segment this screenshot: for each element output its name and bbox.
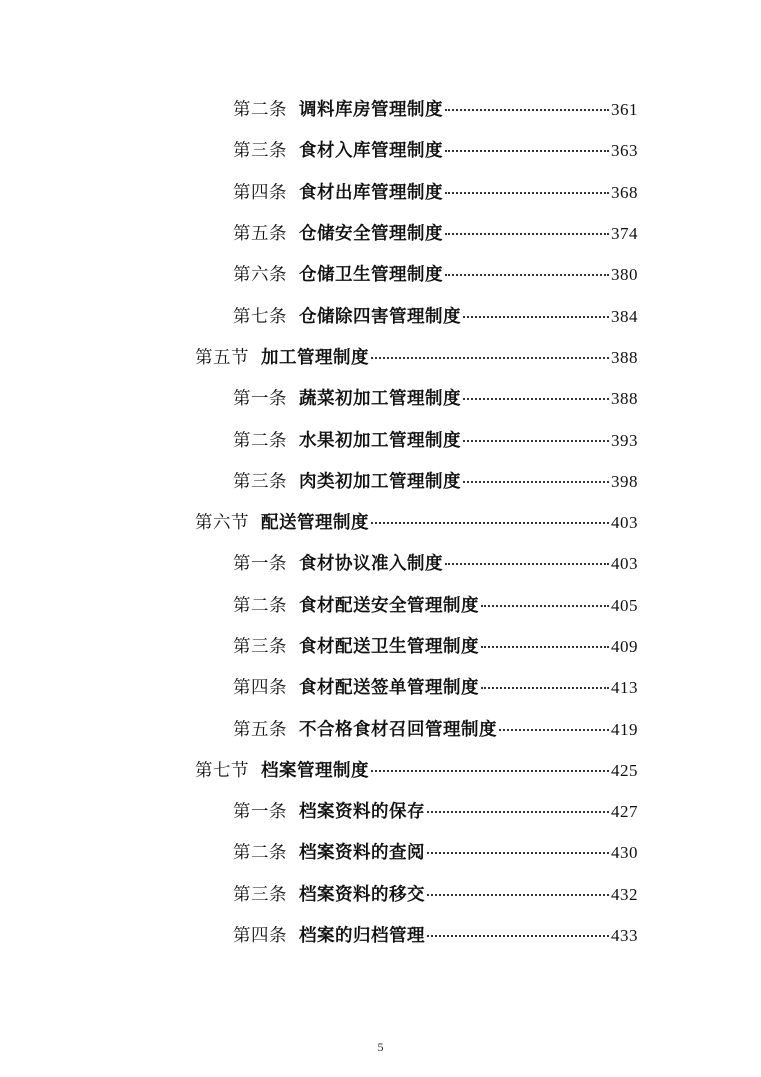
toc-article-entry[interactable]	[0, 666, 761, 707]
toc-entry-line	[233, 798, 638, 823]
toc-entry-line	[233, 550, 638, 575]
toc-article-entry[interactable]	[0, 790, 761, 831]
toc-article-entry[interactable]	[0, 707, 761, 748]
toc-article-entry[interactable]	[0, 253, 761, 294]
toc-entry-line	[233, 592, 638, 617]
toc-article-entry[interactable]	[0, 460, 761, 501]
toc-section-entry[interactable]	[0, 749, 761, 790]
dot-leader	[445, 150, 609, 152]
toc-entry-number: 第三条	[233, 884, 287, 905]
toc-entry-title: 食材配送安全管理制度	[299, 595, 479, 616]
dot-leader	[463, 316, 609, 318]
toc-article-entry[interactable]	[0, 171, 761, 212]
toc-entry-title: 配送管理制度	[261, 513, 369, 534]
toc-entry-number: 第四条	[233, 182, 287, 203]
toc-entry-number: 第三条	[233, 141, 287, 162]
toc-entry-page: 409	[611, 637, 638, 656]
toc-entry-title: 仓储安全管理制度	[299, 224, 443, 245]
toc-entry-line	[233, 303, 638, 328]
toc-entry-number: 第一条	[233, 554, 287, 575]
toc-entry-number: 第六条	[233, 265, 287, 286]
toc-entry-line	[233, 633, 638, 658]
toc-entry-number: 第二条	[233, 843, 287, 864]
toc-entry-page: 361	[611, 100, 638, 120]
dot-leader	[481, 646, 609, 648]
toc-entry-number: 第五条	[233, 224, 287, 245]
toc-entry-line	[233, 179, 638, 204]
toc-entry-page: 403	[611, 554, 638, 574]
toc-entry-number: 第一条	[233, 802, 287, 823]
toc-entry-line	[233, 137, 638, 162]
dot-leader	[481, 687, 609, 689]
toc-entry-page: 433	[611, 926, 638, 946]
toc-entry-line	[195, 344, 638, 369]
toc-entry-line	[233, 674, 638, 699]
dot-leader	[427, 811, 609, 813]
toc-entry-page: 384	[611, 306, 638, 326]
table-of-contents	[0, 88, 761, 955]
toc-entry-page: 380	[611, 265, 638, 285]
toc-entry-title: 肉类初加工管理制度	[299, 471, 461, 492]
toc-entry-number: 第四条	[233, 926, 287, 947]
toc-entry-number: 第一条	[233, 389, 287, 410]
toc-article-entry[interactable]	[0, 418, 761, 459]
toc-entry-line	[233, 385, 638, 410]
dot-leader	[427, 894, 609, 896]
toc-article-entry[interactable]	[0, 873, 761, 914]
toc-entry-line	[195, 757, 638, 782]
toc-entry-title: 仓储卫生管理制度	[299, 265, 443, 286]
toc-entry-title: 食材配送签单管理制度	[299, 678, 479, 699]
toc-article-entry[interactable]	[0, 294, 761, 335]
toc-entry-page: 419	[611, 719, 638, 739]
dot-leader	[499, 729, 609, 731]
toc-entry-line	[233, 839, 638, 864]
toc-entry-page: 388	[611, 389, 638, 409]
toc-entry-title: 食材协议准入制度	[299, 554, 443, 575]
dot-leader	[371, 770, 609, 772]
dot-leader	[427, 852, 609, 854]
toc-article-entry[interactable]	[0, 625, 761, 666]
toc-article-entry[interactable]	[0, 914, 761, 955]
toc-entry-title: 调料库房管理制度	[299, 100, 443, 121]
dot-leader	[445, 563, 609, 565]
toc-entry-line	[233, 261, 638, 286]
toc-entry-page: 425	[611, 760, 638, 780]
toc-entry-page: 430	[611, 843, 638, 863]
toc-section-entry[interactable]	[0, 336, 761, 377]
toc-entry-title: 加工管理制度	[261, 347, 369, 368]
toc-entry-line	[233, 220, 638, 245]
toc-section-entry[interactable]	[0, 501, 761, 542]
toc-entry-line	[233, 881, 638, 906]
toc-entry-title: 档案资料的移交	[299, 884, 425, 905]
toc-entry-number: 第五条	[233, 719, 287, 740]
dot-leader	[445, 274, 609, 276]
dot-leader	[481, 605, 609, 607]
dot-leader	[463, 398, 609, 400]
toc-article-entry[interactable]	[0, 129, 761, 170]
toc-entry-line	[233, 427, 638, 452]
toc-entry-title: 档案资料的保存	[299, 802, 425, 823]
toc-entry-line	[233, 468, 638, 493]
toc-entry-title: 水果初加工管理制度	[299, 430, 461, 451]
toc-entry-title: 档案管理制度	[261, 760, 369, 781]
toc-entry-line	[233, 922, 638, 947]
toc-entry-number: 第三条	[233, 471, 287, 492]
toc-entry-title: 不合格食材召回管理制度	[299, 719, 497, 740]
dot-leader	[371, 522, 609, 524]
toc-entry-page: 363	[611, 141, 638, 161]
toc-entry-page: 405	[611, 595, 638, 615]
toc-entry-title: 食材出库管理制度	[299, 182, 443, 203]
toc-entry-page: 388	[611, 347, 638, 367]
toc-entry-page: 432	[611, 884, 638, 904]
toc-article-entry[interactable]	[0, 212, 761, 253]
toc-article-entry[interactable]	[0, 88, 761, 129]
toc-entry-number: 第七条	[233, 306, 287, 327]
toc-entry-number: 第三条	[233, 637, 287, 657]
toc-entry-title: 仓储除四害管理制度	[299, 306, 461, 327]
dot-leader	[445, 192, 609, 194]
toc-entry-line	[233, 716, 638, 741]
toc-entry-number: 第五节	[195, 347, 249, 368]
toc-article-entry[interactable]	[0, 831, 761, 872]
dot-leader	[445, 109, 609, 111]
toc-entry-title: 食材入库管理制度	[299, 141, 443, 162]
toc-entry-page: 403	[611, 513, 638, 533]
toc-entry-title: 食材配送卫生管理制度	[299, 637, 479, 657]
toc-entry-number: 第二条	[233, 430, 287, 451]
toc-article-entry[interactable]	[0, 542, 761, 583]
toc-entry-title: 档案资料的查阅	[299, 843, 425, 864]
dot-leader	[463, 440, 609, 442]
toc-entry-page: 413	[611, 678, 638, 698]
toc-entry-number: 第七节	[195, 760, 249, 781]
toc-entry-number: 第六节	[195, 513, 249, 534]
toc-entry-line	[233, 96, 638, 121]
toc-entry-line	[195, 509, 638, 534]
toc-entry-number: 第四条	[233, 678, 287, 699]
toc-entry-title: 档案的归档管理	[299, 926, 425, 947]
toc-entry-page: 374	[611, 224, 638, 244]
toc-entry-page: 427	[611, 802, 638, 822]
dot-leader	[371, 357, 609, 359]
toc-entry-number: 第二条	[233, 100, 287, 121]
toc-entry-number: 第二条	[233, 595, 287, 616]
toc-entry-page: 393	[611, 430, 638, 450]
dot-leader	[463, 481, 609, 483]
toc-article-entry[interactable]	[0, 377, 761, 418]
toc-entry-title: 蔬菜初加工管理制度	[299, 389, 461, 410]
toc-article-entry[interactable]	[0, 584, 761, 625]
dot-leader	[427, 935, 609, 937]
page-number: 5	[377, 1040, 384, 1054]
dot-leader	[445, 233, 609, 235]
toc-entry-page: 368	[611, 182, 638, 202]
toc-entry-page: 398	[611, 471, 638, 491]
